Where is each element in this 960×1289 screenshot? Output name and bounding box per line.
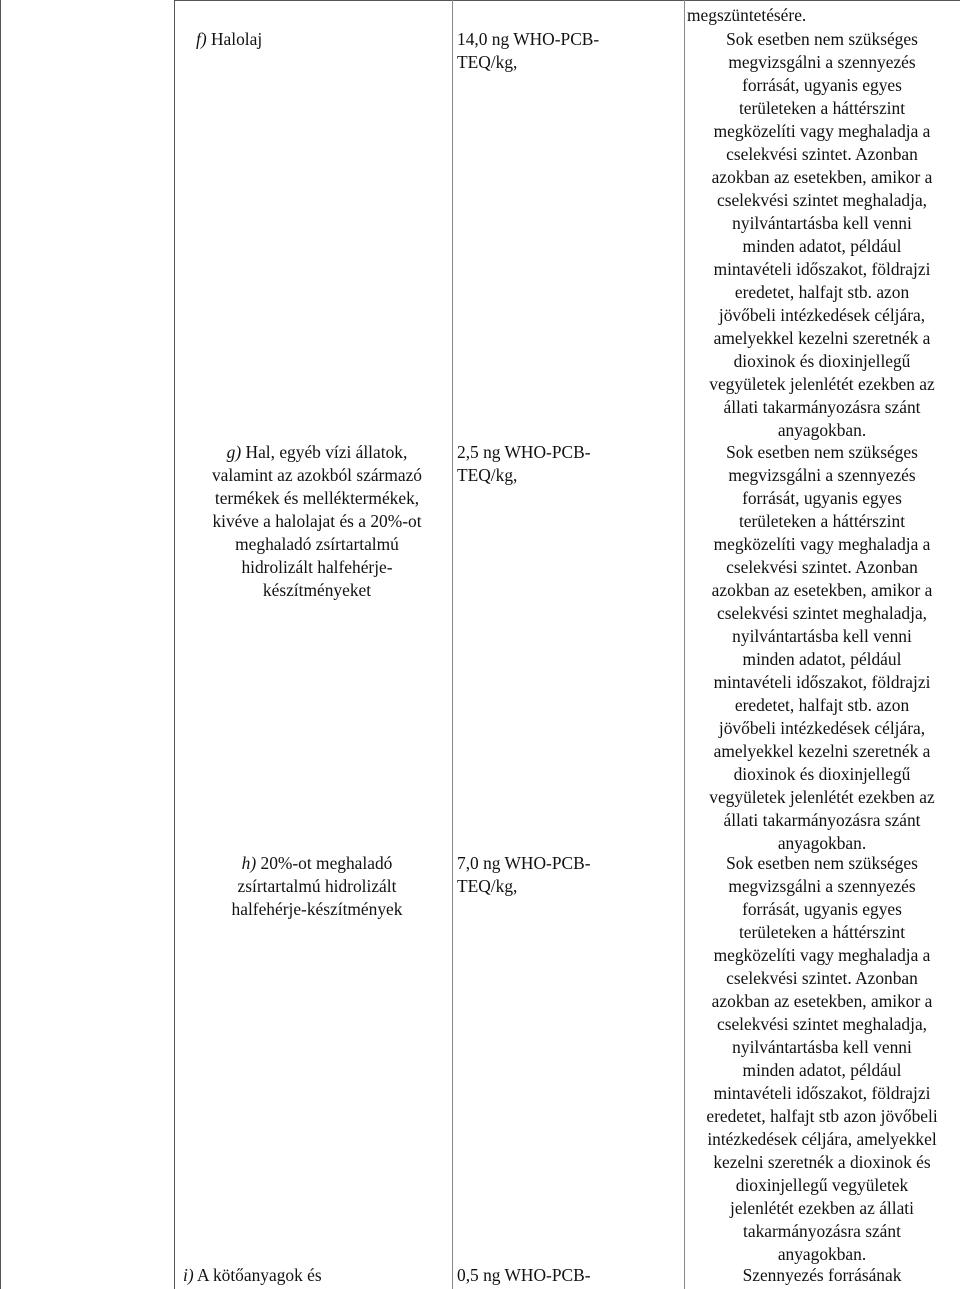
row-f-desc-line: forrását, ugyanis egyes xyxy=(742,75,902,95)
row-g-name-line: hidrolizált halfehérje- xyxy=(241,557,393,577)
row-f-value-line: 14,0 ng WHO-PCB- xyxy=(457,29,600,49)
row-f-description xyxy=(687,28,957,442)
row-g-name-line: Hal, egyéb vízi állatok, xyxy=(245,442,408,462)
row-h-desc-line: cselekvési szintet. Azonban xyxy=(726,968,918,988)
row-h-desc-line: Sok esetben nem szükséges xyxy=(726,853,918,873)
row-h-name-line: zsírtartalmú hidrolizált xyxy=(237,876,397,896)
row-i-letter: i) xyxy=(183,1265,194,1285)
row-f-desc-line: cselekvési szintet meghaladja, xyxy=(716,190,928,210)
row-i-description xyxy=(687,1264,957,1287)
row-f-desc-line: megközelíti vagy meghaladja a xyxy=(713,121,931,141)
row-f-desc-line: cselekvési szintet. Azonban xyxy=(726,144,918,164)
row-i-value xyxy=(457,1264,607,1287)
row-f-desc-line: eredetet, halfajt stb. azon xyxy=(734,282,910,302)
row-g-desc-line: cselekvési szintet. Azonban xyxy=(726,557,918,577)
row-f-desc-line: minden adatot, például xyxy=(742,236,902,256)
row-g-value-line: 2,5 ng WHO-PCB- xyxy=(457,442,591,462)
row-h-value-line: TEQ/kg, xyxy=(457,876,518,896)
row-f-desc-line: mintavételi időszakot, földrajzi xyxy=(713,259,931,279)
row-h-desc-line: megvizsgálni a szennyezés xyxy=(728,876,916,896)
row-h-description xyxy=(687,852,957,1266)
row-f-desc-line: amelyekkel kezelni szeretnék a xyxy=(713,328,931,348)
row-g-desc-line: vegyületek jelenlétét ezekben az xyxy=(709,787,935,807)
row-h-desc-line: nyilvántartásba kell venni xyxy=(732,1037,912,1057)
row-g-letter: g) xyxy=(226,442,242,462)
row-i-name xyxy=(183,1264,453,1287)
row-h-value-line: 7,0 ng WHO-PCB- xyxy=(457,853,591,873)
row-f-desc-line: területeken a háttérszint xyxy=(738,98,906,118)
row-g-desc-line: cselekvési szintet meghaladja, xyxy=(716,603,928,623)
row-f-desc-line: Sok esetben nem szükséges xyxy=(726,29,918,49)
row-g-desc-line: állati takarmányozásra szánt xyxy=(723,810,921,830)
column-divider-description xyxy=(684,0,685,1289)
table-top-border xyxy=(174,0,960,1)
row-g-value xyxy=(457,441,607,487)
row-f-value-line: TEQ/kg, xyxy=(457,52,518,72)
row-h-desc-line: területeken a háttérszint xyxy=(738,922,906,942)
row-g-description xyxy=(687,441,957,855)
row-g-desc-line: jövőbeli intézkedések céljára, xyxy=(718,718,926,738)
row-g-desc-line: amelyekkel kezelni szeretnék a xyxy=(713,741,931,761)
row-h-desc-line: eredetet, halfajt stb azon jövőbeli xyxy=(706,1106,938,1126)
row-h-desc-line: intézkedések céljára, amelyekkel xyxy=(707,1129,937,1149)
row-f-name-line: Halolaj xyxy=(210,29,263,49)
row-f-desc-line: megvizsgálni a szennyezés xyxy=(728,52,916,72)
row-g-desc-line: mintavételi időszakot, földrajzi xyxy=(713,672,931,692)
row-f-desc-line: anyagokban. xyxy=(777,420,867,440)
row-h-name-line: halfehérje-készítmények xyxy=(231,899,403,919)
row-h-letter: h) xyxy=(241,853,257,873)
row-h-desc-line: jelenlétét ezekben az állati xyxy=(730,1198,914,1218)
row-h-desc-line: takarmányozásra szánt xyxy=(743,1221,901,1241)
row-g-name-line: kivéve a halolajat és a 20%-ot xyxy=(212,511,422,531)
row-f-desc-line: dioxinok és dioxinjellegű xyxy=(733,351,911,371)
row-g-desc-line: nyilvántartásba kell venni xyxy=(732,626,912,646)
row-f-desc-line: azokban az esetekben, amikor a xyxy=(711,167,933,187)
table-left-border xyxy=(174,0,175,1289)
row-h-desc-line: azokban az esetekben, amikor a xyxy=(711,991,933,1011)
row-f-desc-line: nyilvántartásba kell venni xyxy=(732,213,912,233)
row-g-name-line: termékek és melléktermékek, xyxy=(214,488,420,508)
row-i-desc-line: Szennyezés forrásának xyxy=(742,1265,902,1285)
row-g-name-line: készítményeket xyxy=(262,580,372,600)
row-h-desc-line: anyagokban. xyxy=(777,1244,867,1264)
row-g-desc-line: megvizsgálni a szennyezés xyxy=(728,465,916,485)
row-f-value xyxy=(457,28,607,74)
row-g-desc-line: forrását, ugyanis egyes xyxy=(742,488,902,508)
row-g-desc-line: Sok esetben nem szükséges xyxy=(726,442,918,462)
row-h-desc-line: minden adatot, például xyxy=(742,1060,902,1080)
row-g-name-line: meghaladó zsírtartalmú xyxy=(235,534,399,554)
row-h-value xyxy=(457,852,607,898)
row-g-desc-line: dioxinok és dioxinjellegű xyxy=(733,764,911,784)
row-h-name-line: 20%-ot meghaladó xyxy=(260,853,393,873)
row-h-desc-line: cselekvési szintet meghaladja, xyxy=(716,1014,928,1034)
row-h-desc-line: kezelni szeretnék a dioxinok és xyxy=(713,1152,931,1172)
row-g-desc-line: területeken a háttérszint xyxy=(738,511,906,531)
row-h-desc-line: forrását, ugyanis egyes xyxy=(742,899,902,919)
row-g-name xyxy=(182,441,452,602)
row-f-desc-line: jövőbeli intézkedések céljára, xyxy=(718,305,926,325)
top-continuation-text: megszüntetésére. xyxy=(687,5,807,25)
row-g-value-line: TEQ/kg, xyxy=(457,465,518,485)
row-g-name-line: valamint az azokból származó xyxy=(211,465,423,485)
row-f-letter: f) xyxy=(196,29,207,49)
row-f-desc-line: állati takarmányozásra szánt xyxy=(723,397,921,417)
row-h-name xyxy=(182,852,452,921)
row-g-desc-line: anyagokban. xyxy=(777,833,867,853)
row-f-name xyxy=(196,28,466,51)
row-f-desc-line: vegyületek jelenlétét ezekben az xyxy=(709,374,935,394)
column-divider-value xyxy=(452,0,453,1289)
row-g-desc-line: azokban az esetekben, amikor a xyxy=(711,580,933,600)
row-g-desc-line: megközelíti vagy meghaladja a xyxy=(713,534,931,554)
row-h-desc-line: dioxinjellegű vegyületek xyxy=(735,1175,909,1195)
row-h-desc-line: megközelíti vagy meghaladja a xyxy=(713,945,931,965)
row-h-desc-line: mintavételi időszakot, földrajzi xyxy=(713,1083,931,1103)
row-i-value-line: 0,5 ng WHO-PCB- xyxy=(457,1265,591,1285)
row-g-desc-line: minden adatot, például xyxy=(742,649,902,669)
row-g-desc-line: eredetet, halfajt stb. azon xyxy=(734,695,910,715)
page-left-border xyxy=(0,0,1,1289)
row-i-name-line: A kötőanyagok és xyxy=(197,1265,322,1285)
